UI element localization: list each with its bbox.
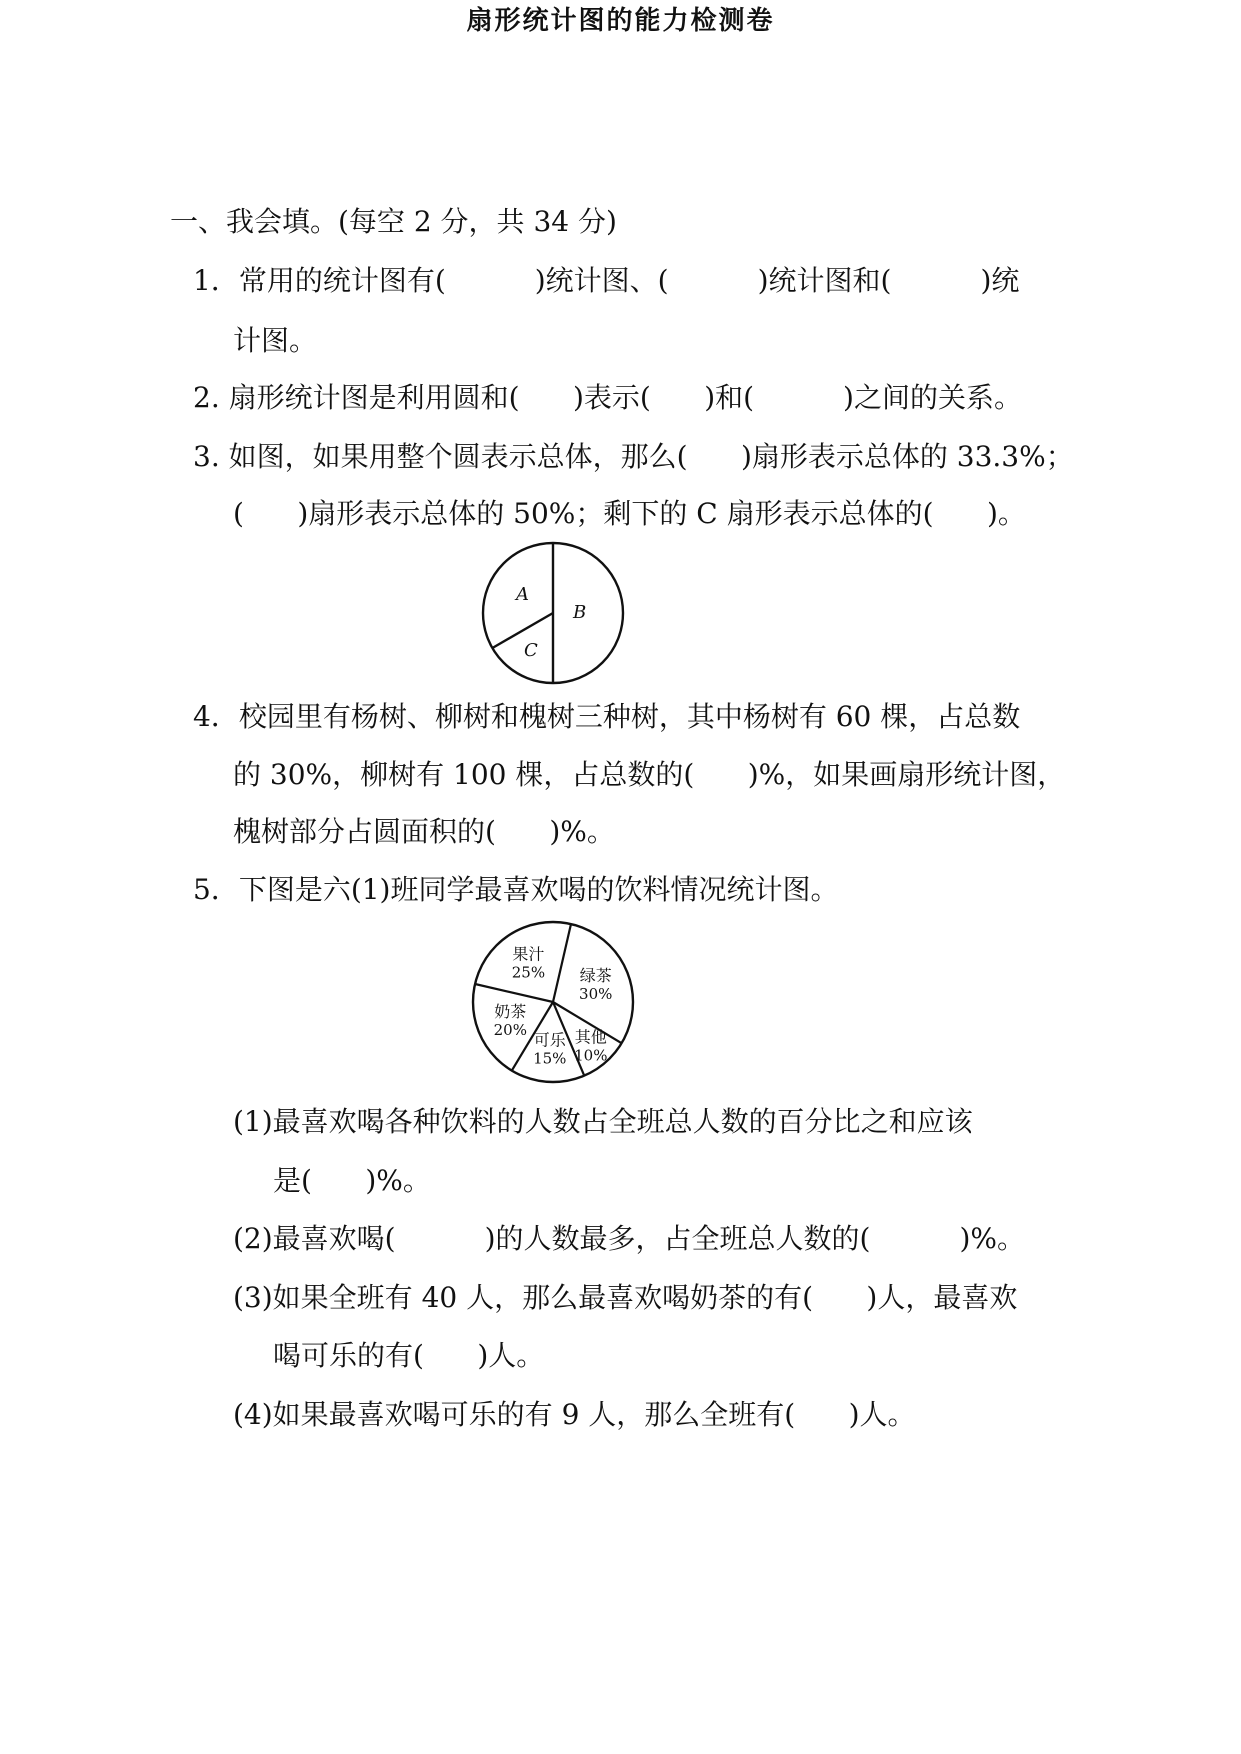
question-line: ( )扇形表示总体的 50%；剩下的 C 扇形表示总体的( )。 xyxy=(233,497,1026,530)
slice-boundary xyxy=(475,984,553,1002)
question-line: (3)如果全班有 40 人，那么最喜欢喝奶茶的有( )人，最喜欢 xyxy=(233,1281,1018,1314)
question-line: 喝可乐的有( )人。 xyxy=(273,1339,545,1372)
section-heading: 一、我会填。(每空 2 分，共 34 分) xyxy=(170,205,617,238)
question-line: 槐树部分占圆面积的( )%。 xyxy=(233,815,615,848)
page-title: 扇形统计图的能力检测卷 xyxy=(466,6,775,36)
question-line: (1)最喜欢喝各种饮料的人数占全班总人数的百分比之和应该 xyxy=(233,1105,973,1138)
question-line: 3. 如图，如果用整个圆表示总体，那么( )扇形表示总体的 33.3%； xyxy=(193,440,1074,473)
question-line: 4．校园里有杨树、柳树和槐树三种树，其中杨树有 60 棵，占总数 xyxy=(193,700,1021,733)
slice-category-label: 可乐 xyxy=(533,1030,566,1050)
slice-boundary xyxy=(553,924,571,1002)
slice-value-label: 30% xyxy=(579,984,613,1003)
question-line: 5．下图是六(1)班同学最喜欢喝的饮料情况统计图。 xyxy=(193,873,839,906)
question-line: 是( )%。 xyxy=(273,1164,431,1197)
slice-category-label: 其他 xyxy=(574,1027,607,1047)
question-line: (2)最喜欢喝( )的人数最多，占全班总人数的( )%。 xyxy=(233,1222,1025,1255)
slice-category-label: 绿茶 xyxy=(579,965,612,985)
question-line: 1．常用的统计图有( )统计图、( )统计图和( )统 xyxy=(193,264,1020,297)
question-line: (4)如果最喜欢喝可乐的有 9 人，那么全班有( )人。 xyxy=(233,1398,916,1431)
slice-label-b: B xyxy=(573,602,587,623)
slice-category-label: 果汁 xyxy=(512,944,545,964)
slice-label-a: A xyxy=(516,584,529,605)
slice-category-label: 奶茶 xyxy=(494,1002,527,1022)
question-line: 的 30%，柳树有 100 棵，占总数的( )%，如果画扇形统计图， xyxy=(233,758,1066,791)
abc-pie-figure xyxy=(478,538,628,688)
slice-value-label: 25% xyxy=(511,963,546,982)
drinks-pie-chart xyxy=(468,917,638,1087)
slice-value-label: 15% xyxy=(533,1049,567,1068)
question-line: 计图。 xyxy=(233,324,318,357)
abc-divider-a-c xyxy=(492,613,553,648)
slice-label-c: C xyxy=(524,640,538,661)
slice-value-label: 10% xyxy=(574,1046,608,1065)
question-line: 2. 扇形统计图是利用圆和( )表示( )和( )之间的关系。 xyxy=(193,381,1022,414)
slice-value-label: 20% xyxy=(493,1021,527,1040)
